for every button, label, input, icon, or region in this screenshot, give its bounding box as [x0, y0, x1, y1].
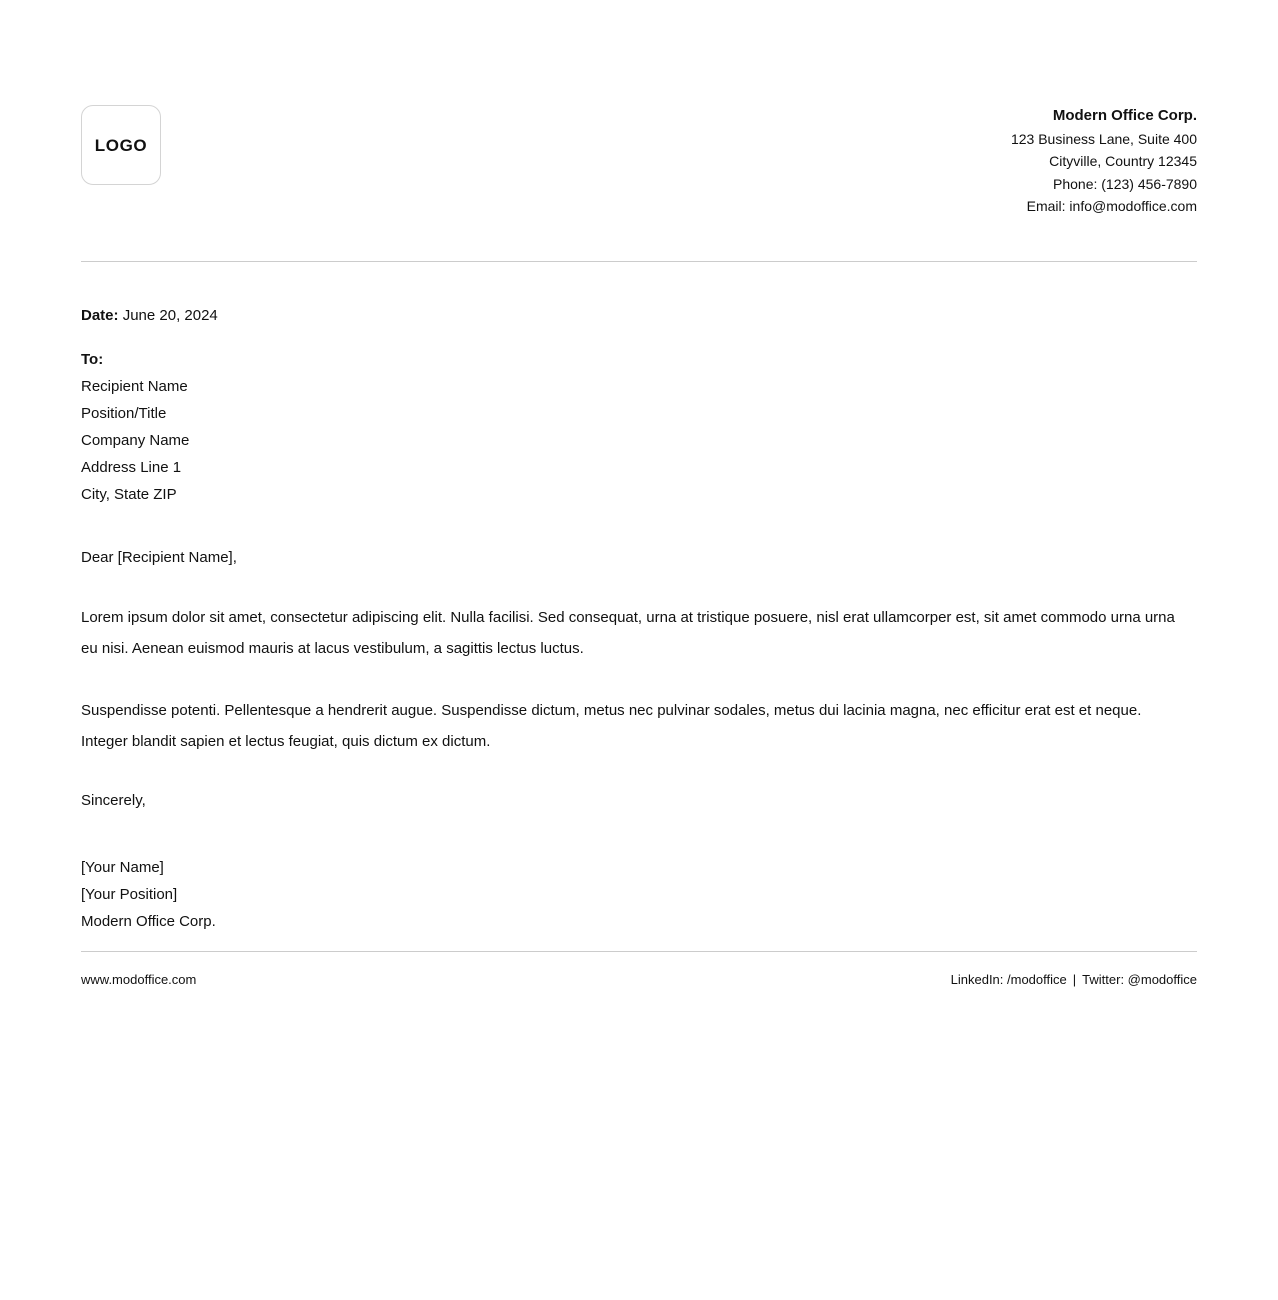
recipient-name: Recipient Name	[81, 377, 188, 395]
logo-placeholder-text: LOGO	[94, 135, 148, 155]
footer-website-link[interactable]: www.modoffice.com	[81, 972, 197, 987]
letterhead	[81, 0, 1197, 218]
company-email: Email: info@modoffice.com	[1026, 198, 1197, 214]
company-logo	[81, 105, 161, 185]
company-address-line-1: 123 Business Lane, Suite 400	[1010, 130, 1197, 147]
body-paragraph-2: Suspendisse potenti. Pellentesque a hendrerit augue. Suspendisse dictum, metus nec pulvinar sodales, metus dui lacinia magna, nec efficitur erat est et neque. Integer blandit sapien et lectus feugiat, quis dictum ex dictum.	[81, 701, 1142, 750]
recipient-company: Company Name	[81, 431, 190, 449]
company-contact-block	[1011, 105, 1197, 218]
company-phone: Phone: (123) 456-7890	[1053, 175, 1197, 192]
letter-footer	[81, 951, 1197, 987]
recipient-block	[81, 346, 1197, 508]
company-name: Modern Office Corp.	[1052, 107, 1197, 124]
date-row	[81, 302, 1197, 329]
signature-name: [Your Name]	[81, 858, 164, 876]
date-label: Date:	[81, 306, 119, 324]
footer-row	[81, 952, 1197, 987]
to-label: To:	[81, 350, 104, 368]
footer-separator: |	[1072, 972, 1077, 987]
footer-twitter-link[interactable]: Twitter: @modoffice	[1082, 972, 1197, 987]
body-paragraph-1: Lorem ipsum dolor sit amet, consectetur adipiscing elit. Nulla facilisi. Sed consequat, urna at tristique posuere, nisl erat ullamcorper est, sit amet commodo urna urna eu nisi. Aenean euismod mauris at lacus vestibulum, a sagittis lectus luctus.	[81, 608, 1175, 657]
footer-social-group	[951, 972, 1197, 987]
signature-position: [Your Position]	[81, 885, 178, 903]
date-value: June 20, 2024	[122, 306, 218, 324]
recipient-position: Position/Title	[81, 404, 167, 422]
signature-block	[81, 854, 1197, 935]
letter-body	[81, 262, 1197, 935]
closing-line: Sincerely,	[81, 791, 146, 809]
footer-linkedin-link[interactable]: LinkedIn: /modoffice	[950, 972, 1067, 987]
company-address-line-2: Cityville, Country 12345	[1049, 153, 1197, 169]
letter-sheet	[81, 0, 1197, 935]
salutation: Dear [Recipient Name],	[81, 548, 237, 566]
recipient-city-state-zip: City, State ZIP	[81, 485, 177, 503]
signature-company: Modern Office Corp.	[81, 912, 216, 930]
recipient-address-line: Address Line 1	[81, 458, 182, 476]
